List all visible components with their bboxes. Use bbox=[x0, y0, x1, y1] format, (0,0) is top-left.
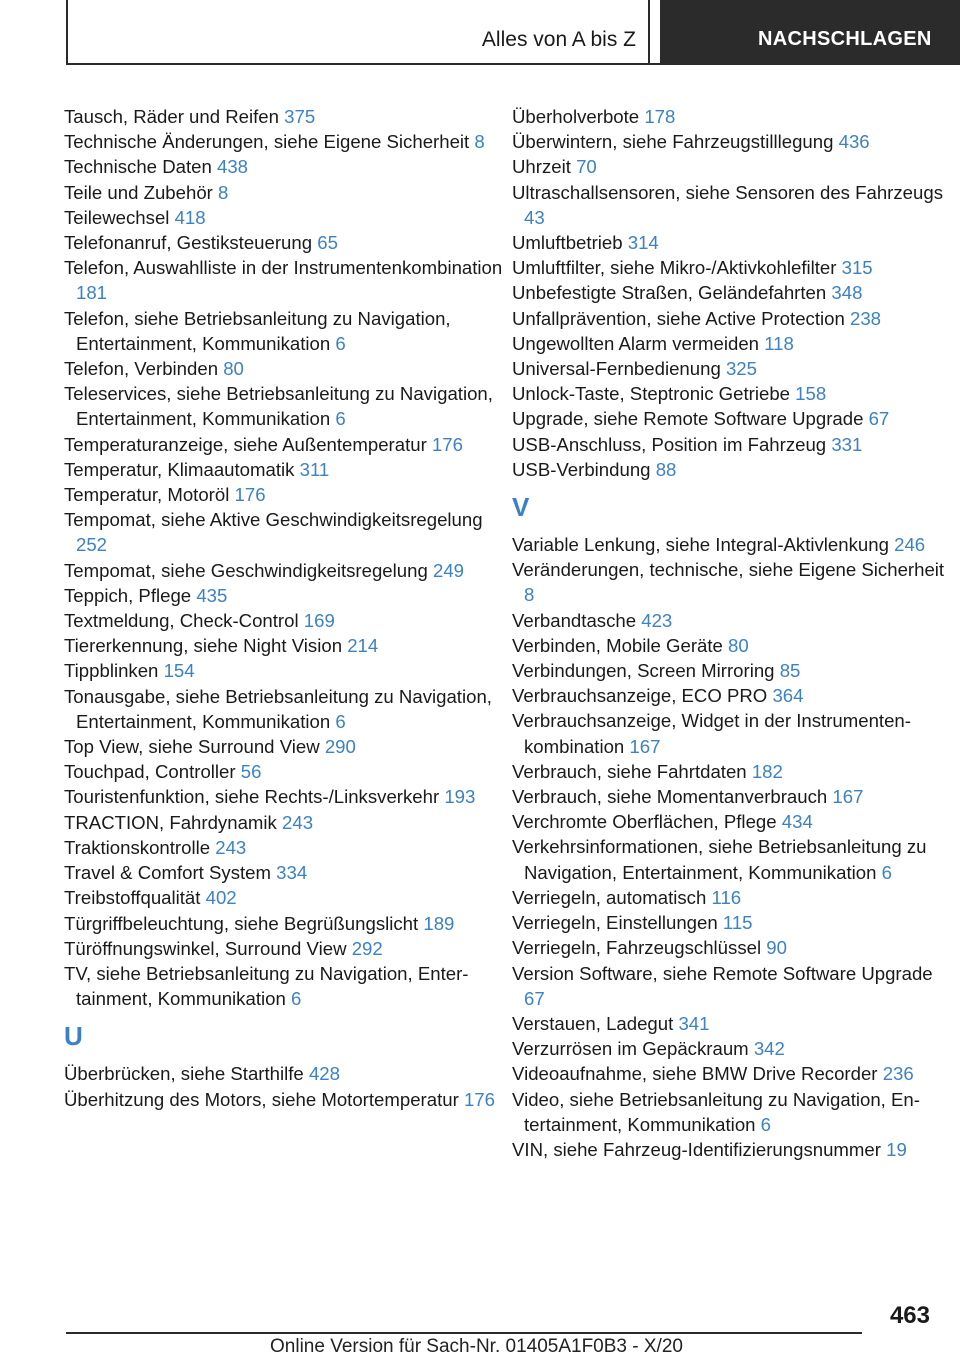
index-entry-text: Telefon, siehe Betriebsanleitung zu Navigation, Entertainment, Kommunikation bbox=[64, 307, 451, 354]
chapter-tab-label: NACHSCHLAGEN bbox=[758, 28, 932, 50]
index-entry bbox=[64, 583, 504, 608]
header-vline-mid bbox=[648, 0, 650, 65]
index-entry bbox=[512, 910, 952, 935]
index-entry-text: Textmeldung, Check-Control bbox=[64, 610, 299, 632]
index-entry-text: Verbrauchsanzeige, Widget in der Instrumentenkombination bbox=[512, 710, 911, 757]
index-entry-text: Uhrzeit bbox=[512, 156, 571, 178]
index-entry-text: Temperatur, Klimaautomatik bbox=[64, 458, 295, 480]
index-entry-text: Technische Daten bbox=[64, 156, 212, 178]
index-entry-text: Türgriffbeleuchtung, siehe Begrüßungslicht bbox=[64, 912, 419, 934]
index-entry-text: Umluftbetrieb bbox=[512, 232, 623, 254]
chapter-tab[interactable] bbox=[660, 0, 960, 65]
page-link[interactable]: 167 bbox=[832, 786, 864, 808]
page-link[interactable]: 158 bbox=[795, 383, 827, 405]
index-list-t bbox=[64, 104, 504, 1011]
index-entry bbox=[64, 684, 504, 734]
index-entry-text: Teppich, Pflege bbox=[64, 584, 192, 606]
index-entry bbox=[512, 608, 952, 633]
index-entry bbox=[64, 482, 504, 507]
page-link[interactable]: 182 bbox=[751, 760, 783, 782]
index-entry bbox=[512, 683, 952, 708]
index-entry bbox=[64, 936, 504, 961]
index-entry-text: Telefonanruf, Gestiksteuerung bbox=[64, 232, 313, 254]
page-link[interactable]: 56 bbox=[240, 761, 262, 783]
footer-text: Online Version für Sach-Nr. 01405A1F0B3 - X/20 bbox=[270, 1336, 683, 1357]
page-link[interactable]: 115 bbox=[722, 912, 753, 934]
page-link[interactable]: 43 bbox=[524, 206, 545, 228]
index-entry bbox=[512, 1087, 952, 1137]
index-entry-text: Unfallprävention, siehe Active Protection bbox=[512, 307, 845, 329]
index-entry-text: Tonausgabe, siehe Betriebsanleitung zu Navigation, Entertainment, Kommunikation bbox=[64, 685, 492, 732]
index-entry bbox=[64, 1087, 504, 1112]
index-entry-text: Treibstoffqualität bbox=[64, 887, 201, 909]
index-entry-text: Tempomat, siehe Aktive Geschwindigkeitsregelung bbox=[64, 509, 483, 531]
index-entry bbox=[512, 255, 952, 280]
page-link[interactable]: 193 bbox=[444, 786, 476, 808]
page-link[interactable]: 252 bbox=[76, 534, 108, 556]
page-link[interactable]: 292 bbox=[351, 937, 383, 959]
page-link[interactable]: 6 bbox=[760, 1113, 772, 1135]
page-link[interactable]: 243 bbox=[215, 836, 247, 858]
page-number: 463 bbox=[889, 1302, 930, 1329]
index-entry bbox=[64, 784, 504, 809]
page-link[interactable]: 6 bbox=[335, 710, 346, 732]
page-link[interactable]: 88 bbox=[655, 458, 677, 480]
index-entry-text: Top View, siehe Surround View bbox=[64, 736, 320, 758]
page-link[interactable]: 438 bbox=[216, 156, 249, 178]
index-entry bbox=[512, 809, 952, 834]
index-entry bbox=[512, 306, 952, 331]
index-entry bbox=[512, 961, 952, 1011]
index-entry-text: Unlock-Taste, Steptronic Getriebe bbox=[512, 383, 790, 405]
index-entry bbox=[512, 1011, 952, 1036]
index-entry-text: Umluftfilter, siehe Mikro-/Aktivkohlefilter bbox=[512, 257, 837, 279]
index-entry bbox=[512, 1137, 952, 1162]
index-entry bbox=[64, 180, 504, 205]
page-link[interactable]: 315 bbox=[841, 257, 873, 279]
index-entry bbox=[64, 558, 504, 583]
index-entry bbox=[64, 658, 504, 683]
index-list-u-continued bbox=[512, 104, 952, 482]
index-column-right bbox=[512, 104, 952, 1162]
index-entry-text: Türöffnungswinkel, Surround View bbox=[64, 937, 347, 959]
index-entry-text: Upgrade, siehe Remote Software Upgrade bbox=[512, 408, 864, 430]
page-link[interactable]: 154 bbox=[163, 660, 195, 682]
page-link[interactable]: 375 bbox=[284, 106, 316, 127]
index-entry bbox=[512, 104, 952, 129]
page-link[interactable]: 118 bbox=[764, 332, 794, 354]
page-link[interactable]: 90 bbox=[766, 937, 787, 959]
index-entry-text: Telefon, Verbinden bbox=[64, 358, 219, 380]
index-entry-text: Verriegeln, Fahrzeugschlüssel bbox=[512, 937, 762, 959]
page-link[interactable]: 6 bbox=[335, 408, 346, 430]
index-entry bbox=[512, 230, 952, 255]
index-entry bbox=[512, 633, 952, 658]
page-link[interactable]: 176 bbox=[431, 433, 463, 455]
index-entry bbox=[512, 1036, 952, 1061]
index-entry-text: Verriegeln, Einstellungen bbox=[512, 912, 718, 934]
index-list-u bbox=[64, 1061, 504, 1111]
header-vline-left bbox=[66, 0, 68, 65]
page-link[interactable]: 8 bbox=[474, 131, 485, 153]
page-link[interactable]: 246 bbox=[894, 534, 926, 556]
index-entry bbox=[512, 381, 952, 406]
index-entry-text: Überhitzung des Motors, siehe Motortemperatur bbox=[64, 1088, 459, 1110]
index-entry-text: VIN, siehe Fahrzeug-Identifizierungsnummer bbox=[512, 1138, 881, 1160]
index-entry bbox=[512, 406, 952, 431]
index-entry-text: Überbrücken, siehe Starthilfe bbox=[64, 1063, 304, 1085]
page-link[interactable]: 236 bbox=[882, 1063, 914, 1085]
index-entry-text: Verbindungen, Screen Mirroring bbox=[512, 660, 775, 682]
page-link[interactable]: 434 bbox=[781, 811, 813, 833]
index-entry bbox=[64, 860, 504, 885]
index-entry bbox=[512, 180, 952, 230]
page-link[interactable]: 67 bbox=[524, 987, 545, 1009]
page-link[interactable]: 435 bbox=[196, 584, 228, 606]
index-entry-text: Verzurrösen im Gepäckraum bbox=[512, 1038, 749, 1060]
index-entry-text: Ungewollten Alarm vermeiden bbox=[512, 332, 760, 354]
index-entry bbox=[64, 129, 504, 154]
index-entry-text: Teile und Zubehör bbox=[64, 181, 213, 203]
index-entry bbox=[64, 356, 504, 381]
index-entry-text: Verbrauch, siehe Fahrtdaten bbox=[512, 760, 747, 782]
index-entry bbox=[64, 633, 504, 658]
index-entry bbox=[512, 432, 952, 457]
page-link[interactable]: 334 bbox=[276, 862, 308, 884]
index-entry-text: Teleservices, siehe Betriebsanleitung zu Navigation, Entertainment, Kommunikation bbox=[64, 383, 493, 430]
index-entry bbox=[512, 708, 952, 758]
index-entry bbox=[64, 432, 504, 457]
index-entry-text: Traktionskontrolle bbox=[64, 836, 211, 858]
index-entry-text: USB-Anschluss, Position im Fahrzeug bbox=[512, 433, 827, 455]
index-entry-text: Temperaturanzeige, siehe Außentemperatur bbox=[64, 433, 427, 455]
index-entry bbox=[64, 507, 504, 557]
index-entry-text: TRACTION, Fahrdynamik bbox=[64, 811, 277, 833]
index-entry bbox=[512, 658, 952, 683]
page-link[interactable]: 418 bbox=[174, 206, 206, 228]
index-entry bbox=[512, 834, 952, 884]
page-link[interactable]: 178 bbox=[644, 106, 676, 127]
footer-rule bbox=[66, 1332, 862, 1334]
index-entry bbox=[64, 608, 504, 633]
index-entry-text: Verbinden, Mobile Geräte bbox=[512, 634, 723, 656]
index-entry bbox=[512, 280, 952, 305]
index-entry bbox=[64, 230, 504, 255]
index-entry bbox=[64, 885, 504, 910]
index-entry-text: Verstauen, Ladegut bbox=[512, 1012, 674, 1034]
index-entry-text: Tiererkennung, siehe Night Vision bbox=[64, 635, 343, 657]
index-entry-text: Technische Änderungen, siehe Eigene Sicherheit bbox=[64, 131, 470, 153]
index-entry-text: Videoaufnahme, siehe BMW Drive Recorder bbox=[512, 1063, 878, 1085]
page-link[interactable]: 341 bbox=[678, 1012, 710, 1034]
page-link[interactable]: 348 bbox=[831, 282, 863, 304]
index-entry-text: Verriegeln, automatisch bbox=[512, 886, 707, 908]
page-link[interactable]: 8 bbox=[524, 584, 535, 606]
page-link[interactable]: 67 bbox=[868, 408, 890, 430]
index-entry bbox=[64, 759, 504, 784]
page-link[interactable]: 243 bbox=[282, 811, 314, 833]
index-entry bbox=[512, 154, 952, 179]
index-entry bbox=[512, 935, 952, 960]
page-link[interactable]: 314 bbox=[627, 232, 659, 254]
page-link[interactable]: 167 bbox=[629, 735, 661, 757]
index-entry-text: Verbandtasche bbox=[512, 609, 637, 631]
index-entry-text: Ultraschallsensoren, siehe Sensoren des Fahrzeugs bbox=[512, 181, 943, 203]
index-entry-text: Travel & Comfort System bbox=[64, 862, 271, 884]
index-entry bbox=[64, 1061, 504, 1086]
page-link[interactable]: 311 bbox=[299, 458, 330, 480]
index-entry-text: Verbrauch, siehe Momentanverbrauch bbox=[512, 786, 828, 808]
index-entry-text: Verbrauchsanzeige, ECO PRO bbox=[512, 685, 768, 707]
index-entry bbox=[512, 129, 952, 154]
page-link[interactable]: 364 bbox=[772, 685, 804, 707]
index-entry bbox=[64, 835, 504, 860]
index-entry-text: Touchpad, Controller bbox=[64, 761, 236, 783]
index-entry bbox=[64, 911, 504, 936]
index-entry bbox=[512, 1061, 952, 1086]
index-entry-text: Verchromte Oberflächen, Pflege bbox=[512, 811, 777, 833]
page-link[interactable]: 238 bbox=[849, 307, 882, 329]
index-entry-text: Tippblinken bbox=[64, 660, 159, 682]
index-entry-text: TV, siehe Betriebsanleitung zu Navigation, Entertainment, Kommunikation bbox=[64, 962, 469, 1010]
page-link[interactable]: 19 bbox=[886, 1138, 907, 1160]
index-entry-text: USB-Verbindung bbox=[512, 458, 651, 480]
index-entry bbox=[512, 557, 952, 607]
letter-heading-v: V bbox=[512, 492, 530, 523]
index-entry-text: Temperatur, Motoröl bbox=[64, 484, 230, 506]
page-link[interactable]: 325 bbox=[725, 358, 757, 380]
index-entry bbox=[64, 154, 504, 179]
page-link[interactable]: 6 bbox=[290, 988, 302, 1010]
index-entry bbox=[64, 457, 504, 482]
section-title: Alles von A bis Z bbox=[481, 28, 636, 51]
index-entry bbox=[512, 885, 952, 910]
page-link[interactable]: 80 bbox=[728, 634, 749, 656]
index-entry bbox=[64, 961, 504, 1011]
page-link[interactable]: 176 bbox=[234, 484, 266, 506]
page-link[interactable]: 423 bbox=[641, 609, 673, 631]
page-link[interactable]: 249 bbox=[432, 559, 465, 581]
index-entry-text: Tempomat, siehe Geschwindigkeitsregelung bbox=[64, 559, 428, 581]
page-link[interactable]: 428 bbox=[308, 1063, 340, 1085]
index-entry bbox=[512, 457, 952, 482]
index-entry-text: Verkehrsinformationen, siehe Betriebsanleitung zu Navigation, Entertainment, Kommunikation bbox=[512, 836, 927, 883]
page-link[interactable]: 70 bbox=[576, 156, 597, 178]
index-entry-text: Video, siehe Betriebsanleitung zu Navigation, Entertainment, Kommunikation bbox=[512, 1088, 920, 1135]
page-link[interactable]: 6 bbox=[335, 332, 346, 354]
page-link[interactable]: 169 bbox=[303, 610, 335, 632]
index-column-left bbox=[64, 104, 504, 1112]
index-entry-text: Veränderungen, technische, siehe Eigene Sicherheit bbox=[512, 559, 945, 581]
page-link[interactable]: 436 bbox=[838, 131, 870, 153]
index-entry bbox=[64, 255, 504, 305]
index-entry-text: Überholverbote bbox=[512, 106, 640, 127]
index-entry bbox=[512, 759, 952, 784]
index-entry-text: Touristenfunktion, siehe Rechts-/Linksverkehr bbox=[64, 786, 440, 808]
page-link[interactable]: 116 bbox=[711, 886, 742, 908]
index-entry bbox=[64, 205, 504, 230]
page-link[interactable]: 176 bbox=[463, 1088, 495, 1110]
page-link[interactable]: 85 bbox=[779, 660, 801, 682]
index-entry bbox=[512, 331, 952, 356]
index-entry bbox=[64, 810, 504, 835]
index-entry bbox=[512, 356, 952, 381]
index-entry bbox=[64, 104, 504, 129]
letter-heading-u: U bbox=[64, 1021, 83, 1052]
page-link[interactable]: 214 bbox=[347, 635, 379, 657]
index-entry-text: Variable Lenkung, siehe Integral-Aktivlenkung bbox=[512, 534, 889, 556]
index-list-v bbox=[512, 532, 952, 1162]
index-entry-text: Tausch, Räder und Reifen bbox=[64, 106, 279, 127]
index-entry-text: Unbefestigte Straßen, Geländefahrten bbox=[512, 282, 827, 304]
index-entry bbox=[64, 381, 504, 431]
page-link[interactable]: 181 bbox=[76, 282, 108, 304]
page-link[interactable]: 8 bbox=[218, 181, 229, 203]
page-link[interactable]: 402 bbox=[205, 887, 237, 909]
index-entry-text: Universal-Fernbedienung bbox=[512, 358, 721, 380]
page-link[interactable]: 290 bbox=[324, 736, 356, 758]
page-link[interactable]: 342 bbox=[753, 1038, 785, 1060]
index-entry-text: Überwintern, siehe Fahrzeugstilllegung bbox=[512, 131, 834, 153]
index-entry-text: Telefon, Auswahlliste in der Instrumentenkombination bbox=[64, 257, 503, 279]
index-entry-text: Teilewechsel bbox=[64, 206, 170, 228]
index-entry bbox=[64, 734, 504, 759]
page-link[interactable]: 80 bbox=[223, 358, 244, 380]
index-entry bbox=[512, 532, 952, 557]
page-link[interactable]: 65 bbox=[317, 232, 338, 254]
index-entry bbox=[512, 784, 952, 809]
page-link[interactable]: 331 bbox=[831, 433, 863, 455]
index-entry bbox=[64, 306, 504, 356]
index-entry-text: Version Software, siehe Remote Software Upgrade bbox=[512, 962, 933, 984]
page-link[interactable]: 189 bbox=[423, 912, 455, 934]
page-link[interactable]: 6 bbox=[881, 861, 892, 883]
